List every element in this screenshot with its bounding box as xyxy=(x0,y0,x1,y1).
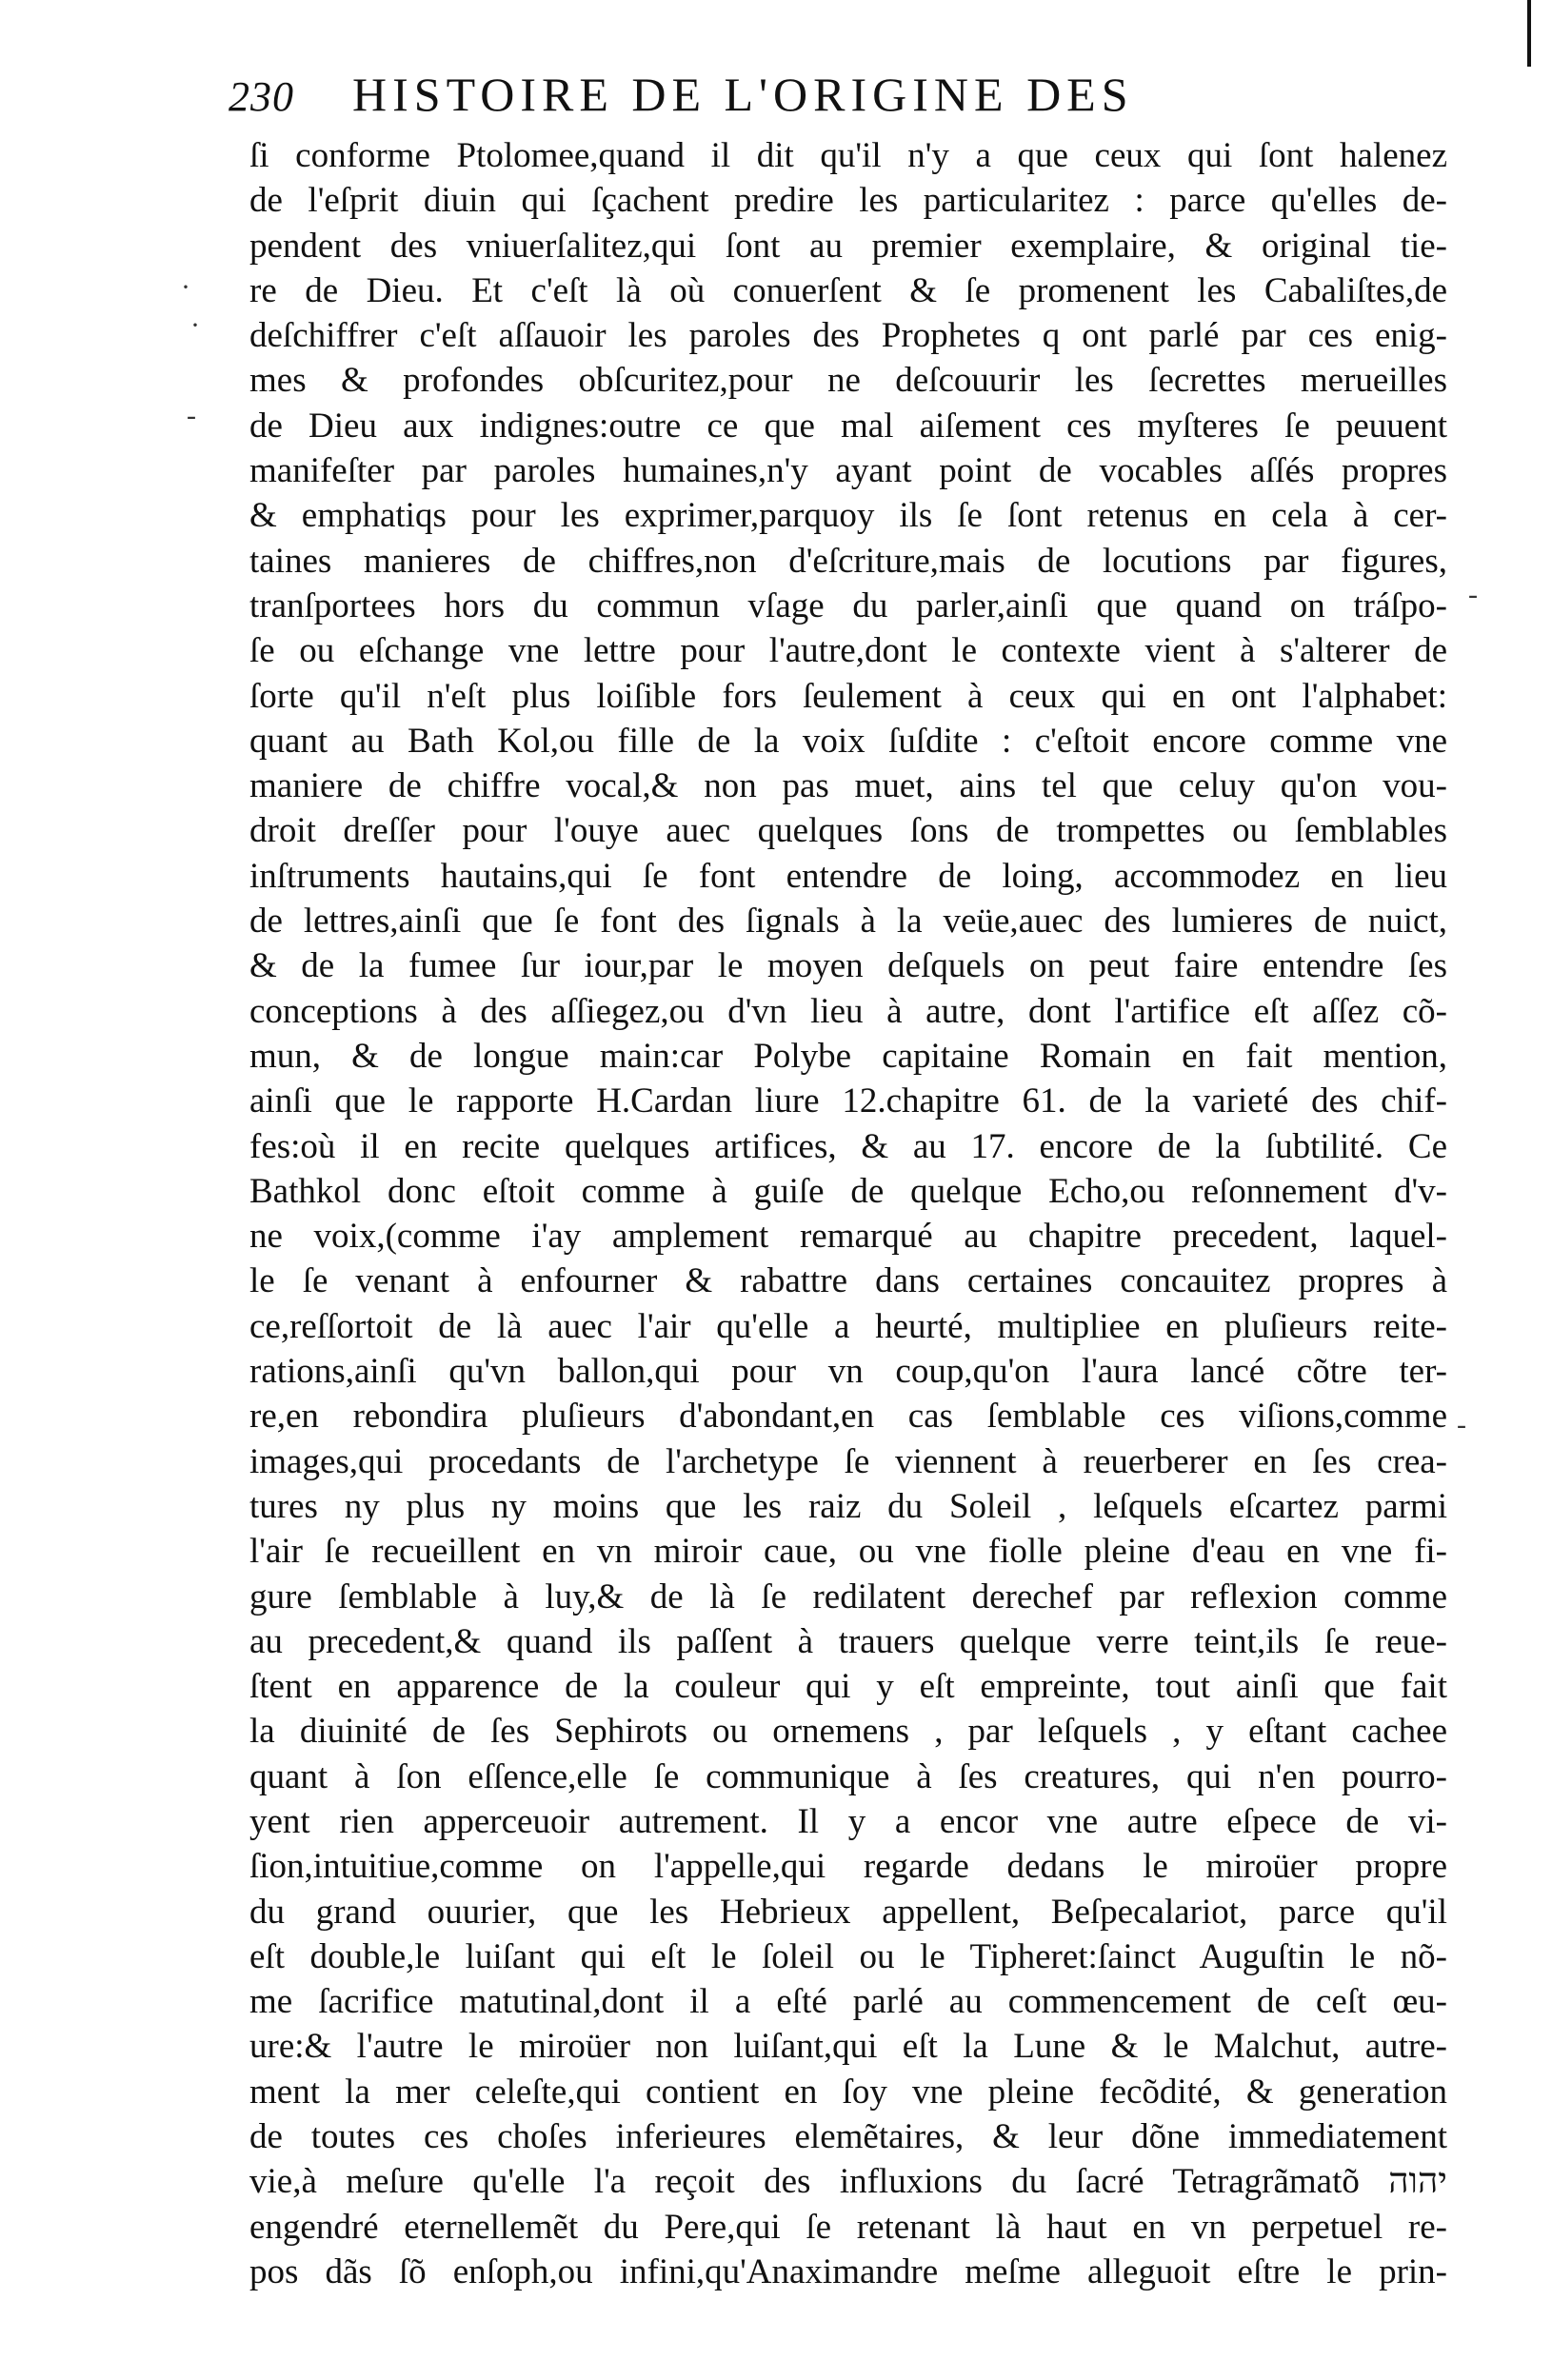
text-line: de lettres,ainſi que ſe font des ſignals à la veüe,auec des lumieres de nuict, xyxy=(249,902,1447,942)
text-line: eſt double,le luiſant qui eſt le ſoleil ou le Tipheret:ſainct Auguſtin le nõ- xyxy=(249,1936,1447,1976)
text-line: de toutes ces choſes inferieures elemẽtaires, & leur dõne immediatement xyxy=(249,2117,1447,2157)
text-line: vie,à meſure qu'elle l'a reçoit des influxions du ſacré Tetragrãmatõ יהוה xyxy=(249,2162,1447,2202)
margin-mark: · xyxy=(181,271,190,303)
text-line: conceptions à des aſſiegez,ou d'vn lieu à autre, dont l'artifice eſt aſſez cõ- xyxy=(249,991,1447,1031)
text-line: le ſe venant à enfourner & rabattre dans certaines concauitez propres à xyxy=(249,1261,1447,1301)
text-line: me ſacrifice matutinal,dont il a eſté parlé au commencement de ceſt œu- xyxy=(249,1982,1447,2022)
text-line: manifeſter par paroles humaines,n'y ayant point de vocables aſſés propres xyxy=(249,451,1447,491)
page-number: 230 xyxy=(229,73,294,120)
text-line: yent rien apperceuoir autrement. Il y a encor vne autre eſpece de vi- xyxy=(249,1801,1447,1841)
text-line: ſion,intuitiue,comme on l'appelle,qui regarde dedans le miroüer propre xyxy=(249,1847,1447,1887)
text-line: & emphatiqs pour les exprimer,parquoy ils ſe ſont retenus en cela à cer- xyxy=(249,496,1447,536)
text-line: ſi conforme Ptolomee,quand il dit qu'il n'y a que ceux qui ſont halenez xyxy=(249,136,1447,175)
text-line: ce,reſſortoit de là auec l'air qu'elle a heurté, multipliee en pluſieurs reite- xyxy=(249,1306,1447,1346)
text-line: inſtruments hautains,qui ſe font entendre de loing, accommodez en lieu xyxy=(249,856,1447,896)
text-line: de l'eſprit diuin qui ſçachent predire les particularitez : parce qu'elles de- xyxy=(249,181,1447,221)
text-line: quant au Bath Kol,ou fille de la voix ſuſdite : c'eſtoit encore comme vne xyxy=(249,721,1447,761)
running-head: HISTOIRE DE L'ORIGINE DES xyxy=(352,68,1134,121)
text-line: au precedent,& quand ils paſſent à trauers quelque verre teint,ils ſe reue- xyxy=(249,1621,1447,1661)
text-line: engendré eternellemẽt du Pere,qui ſe retenant là haut en vn perpetuel re- xyxy=(249,2207,1447,2247)
text-line: l'air ſe recueillent en vn miroir caue, ou vne fiolle pleine d'eau en vne fi- xyxy=(249,1532,1447,1572)
page-header xyxy=(229,67,1314,133)
text-line: ſe ou eſchange vne lettre pour l'autre,dont le contexte vient à s'alterer de xyxy=(249,631,1447,671)
text-line: ſtent en apparence de la couleur qui y eſt empreinte, tout ainſi que fait xyxy=(249,1667,1447,1707)
text-line: tranſportees hors du commun vſage du parler,ainſi que quand on tráſpo- xyxy=(249,585,1447,625)
text-line: re,en rebondira pluſieurs d'abondant,en cas ſemblable ces viſions,comme xyxy=(249,1397,1447,1437)
text-line: taines manieres de chiffres,non d'eſcriture,mais de locutions par figures, xyxy=(249,541,1447,581)
text-line: maniere de chiffre vocal,& non pas muet, ains tel que celuy qu'on vou- xyxy=(249,766,1447,806)
text-line: ment la mer celeſte,qui contient en ſoy vne pleine fecõdité, & generation xyxy=(249,2072,1447,2112)
text-line: la diuinité de ſes Sephirots ou ornemens , par leſquels , y eſtant cachee xyxy=(249,1712,1447,1752)
margin-mark: · xyxy=(190,309,200,341)
text-line: quant à ſon eſſence,elle ſe communique à ſes creatures, qui n'en pourro- xyxy=(249,1756,1447,1796)
page-edge-rule xyxy=(1527,0,1531,67)
text-line: Bathkol donc eſtoit comme à guiſe de quelque Echo,ou reſonnement d'v- xyxy=(249,1171,1447,1211)
text-line: fes:où il en recite quelques artifices, & au 17. encore de la ſubtilité. Ce xyxy=(249,1126,1447,1166)
margin-mark: - xyxy=(1457,1409,1466,1440)
text-line: pendent des vniuerſalitez,qui ſont au premier exemplaire, & original tie- xyxy=(249,226,1447,266)
text-line: de Dieu aux indignes:outre ce que mal aiſement ces myſteres ſe peuuent xyxy=(249,406,1447,446)
text-line: mun, & de longue main:car Polybe capitaine Romain en fait mention, xyxy=(249,1036,1447,1076)
text-line: pos dãs ſõ enſoph,ou infini,qu'Anaximandre meſme alleguoit eſtre le prin- xyxy=(249,2251,1447,2291)
text-line: deſchiffrer c'eſt aſſauoir les paroles des Prophetes q ont parlé par ces enig- xyxy=(249,316,1447,356)
text-line: ure:& l'autre le miroüer non luiſant,qui eſt la Lune & le Malchut, autre- xyxy=(249,2027,1447,2067)
text-line: droit dreſſer pour l'ouye auec quelques ſons de trompettes ou ſemblables xyxy=(249,811,1447,851)
text-line: ſorte qu'il n'eſt plus loiſible fors ſeulement à ceux qui en ont l'alphabet: xyxy=(249,676,1447,716)
text-line: rations,ainſi qu'vn ballon,qui pour vn coup,qu'on l'aura lancé cõtre ter- xyxy=(249,1352,1447,1392)
text-line: gure ſemblable à luy,& de là ſe redilatent derechef par reflexion comme xyxy=(249,1577,1447,1616)
text-line: ainſi que le rapporte H.Cardan liure 12.chapitre 61. de la varieté des chif- xyxy=(249,1081,1447,1121)
text-line: tures ny plus ny moins que les raiz du Soleil , leſquels eſcartez parmi xyxy=(249,1486,1447,1526)
text-line: ne voix,(comme i'ay amplement remarqué au chapitre precedent, laquel- xyxy=(249,1217,1447,1257)
margin-mark: - xyxy=(187,400,196,431)
text-line: mes & profondes obſcuritez,pour ne deſcouurir les ſecrettes merueilles xyxy=(249,361,1447,401)
text-line: & de la fumee ſur iour,par le moyen deſquels on peut faire entendre ſes xyxy=(249,946,1447,986)
margin-mark: - xyxy=(1468,579,1478,610)
text-line: re de Dieu. Et c'eſt là où conuerſent & ſe promenent les Cabaliſtes,de xyxy=(249,270,1447,310)
text-line: images,qui procedants de l'archetype ſe viennent à reuerberer en ſes crea- xyxy=(249,1441,1447,1481)
text-line: du grand ouurier, que les Hebrieux appellent, Beſpecalariot, parce qu'il xyxy=(249,1892,1447,1932)
body-text xyxy=(249,133,1447,2294)
